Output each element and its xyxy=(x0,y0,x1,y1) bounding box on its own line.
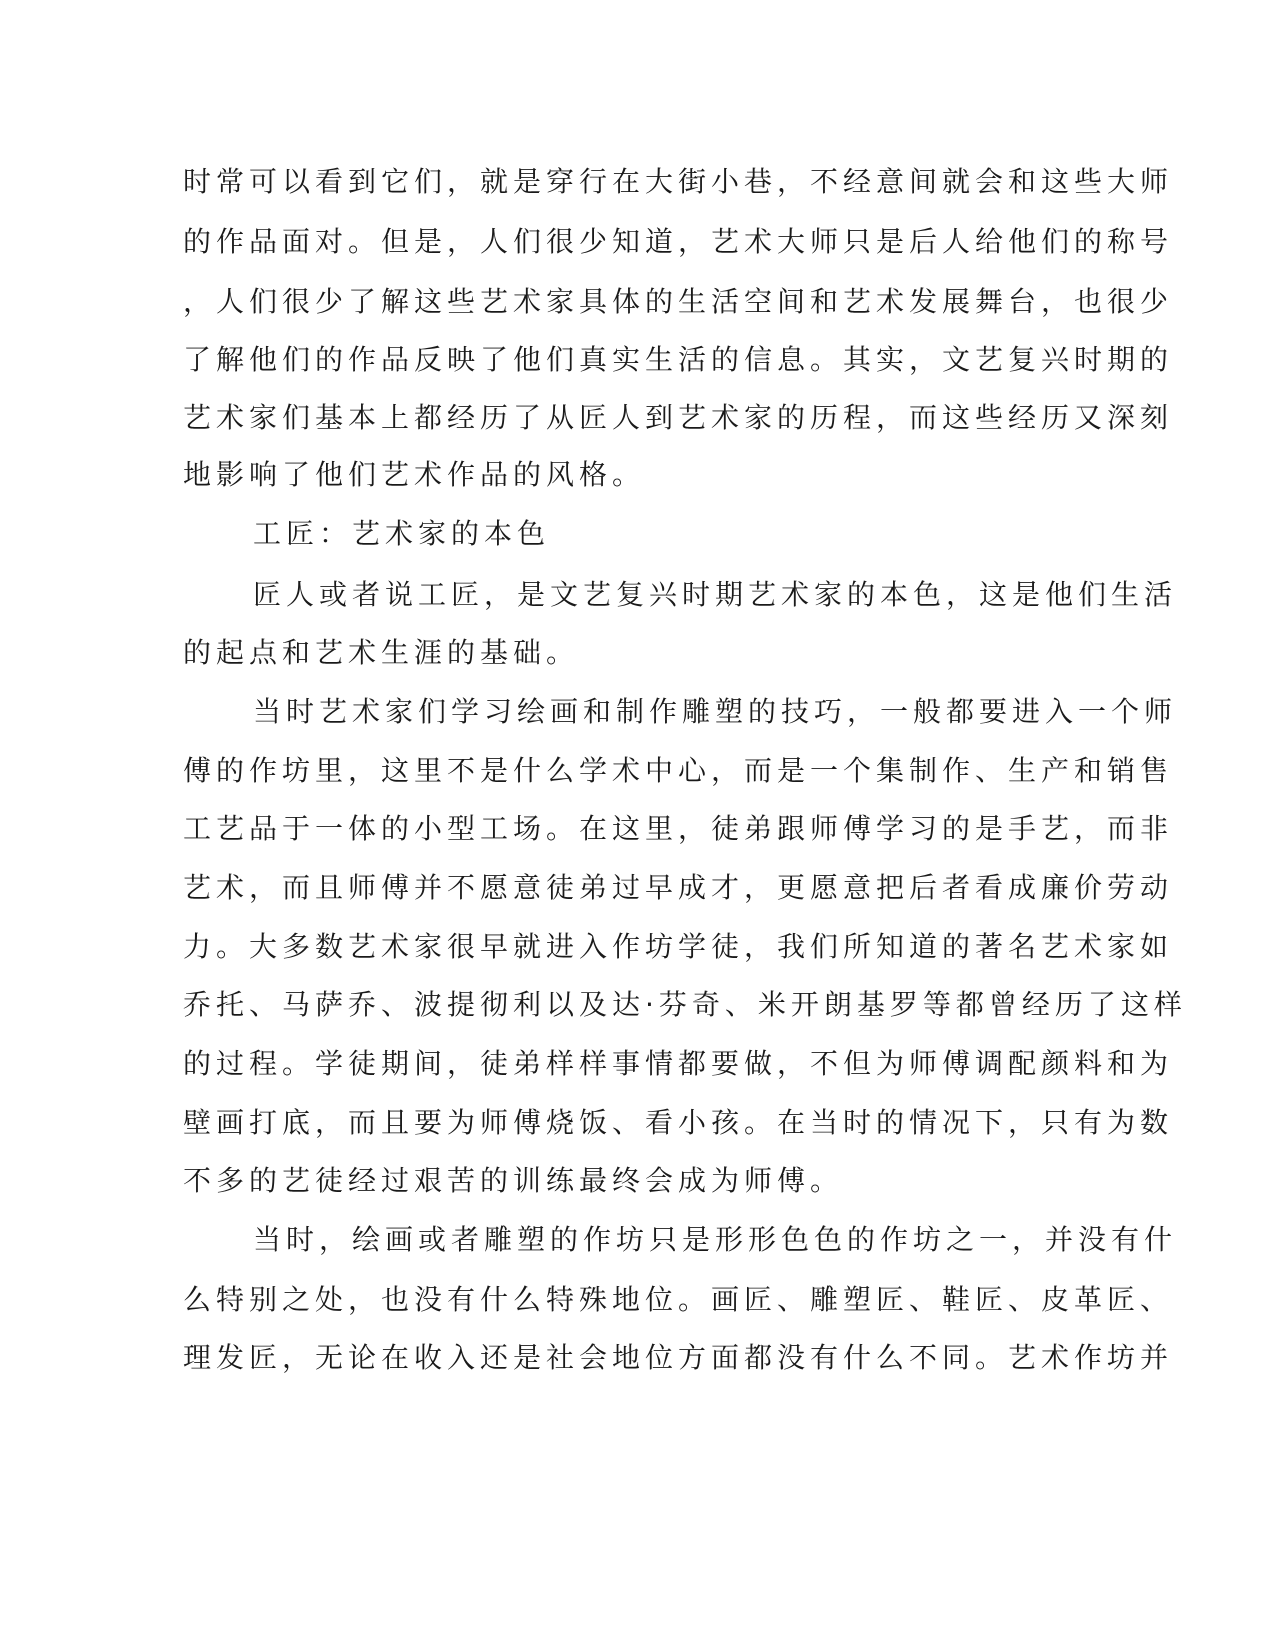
text-line: 么特别之处，也没有什么特殊地位。画匠、雕塑匠、鞋匠、皮革匠、 xyxy=(183,1283,1174,1316)
text-line: 艺术家们基本上都经历了从匠人到艺术家的历程，而这些经历又深刻 xyxy=(183,401,1174,434)
text-line: 的起点和艺术生涯的基础。 xyxy=(183,636,580,669)
paragraph-first-line: 当时，绘画或者雕塑的作坊只是形形色色的作坊之一，并没有什 xyxy=(253,1223,1178,1256)
text-line: 壁画打底，而且要为师傅烧饭、看小孩。在当时的情况下，只有为数 xyxy=(183,1106,1174,1139)
text-line: 艺术，而且师傅并不愿意徒弟过早成才，更愿意把后者看成廉价劳动 xyxy=(183,871,1174,904)
text-line: 的过程。学徒期间，徒弟样样事情都要做，不但为师傅调配颜料和为 xyxy=(183,1047,1174,1080)
paragraph-first-line: 匠人或者说工匠，是文艺复兴时期艺术家的本色，这是他们生活 xyxy=(253,578,1178,611)
text-line: 乔托、马萨乔、波提彻利以及达·芬奇、米开朗基罗等都曾经历了这样 xyxy=(183,988,1187,1021)
text-line: 的作品面对。但是，人们很少知道，艺术大师只是后人给他们的称号 xyxy=(183,225,1174,258)
text-line: 力。大多数艺术家很早就进入作坊学徒，我们所知道的著名艺术家如 xyxy=(183,930,1174,963)
text-line: 不多的艺徒经过艰苦的训练最终会成为师傅。 xyxy=(183,1164,844,1197)
text-line: 时常可以看到它们，就是穿行在大街小巷，不经意间就会和这些大师 xyxy=(183,165,1174,198)
text-line: 地影响了他们艺术作品的风格。 xyxy=(183,458,646,491)
paragraph-first-line: 当时艺术家们学习绘画和制作雕塑的技巧，一般都要进入一个师 xyxy=(253,695,1178,728)
text-line: 理发匠，无论在收入还是社会地位方面都没有什么不同。艺术作坊并 xyxy=(183,1341,1174,1374)
text-line: ，人们很少了解这些艺术家具体的生活空间和艺术发展舞台，也很少 xyxy=(183,285,1174,318)
text-line: 傅的作坊里，这里不是什么学术中心，而是一个集制作、生产和销售 xyxy=(183,754,1174,787)
section-heading: 工匠：艺术家的本色 xyxy=(253,517,551,550)
text-line: 了解他们的作品反映了他们真实生活的信息。其实，文艺复兴时期的 xyxy=(183,343,1174,376)
text-line: 工艺品于一体的小型工场。在这里，徒弟跟师傅学习的是手艺，而非 xyxy=(183,812,1174,845)
